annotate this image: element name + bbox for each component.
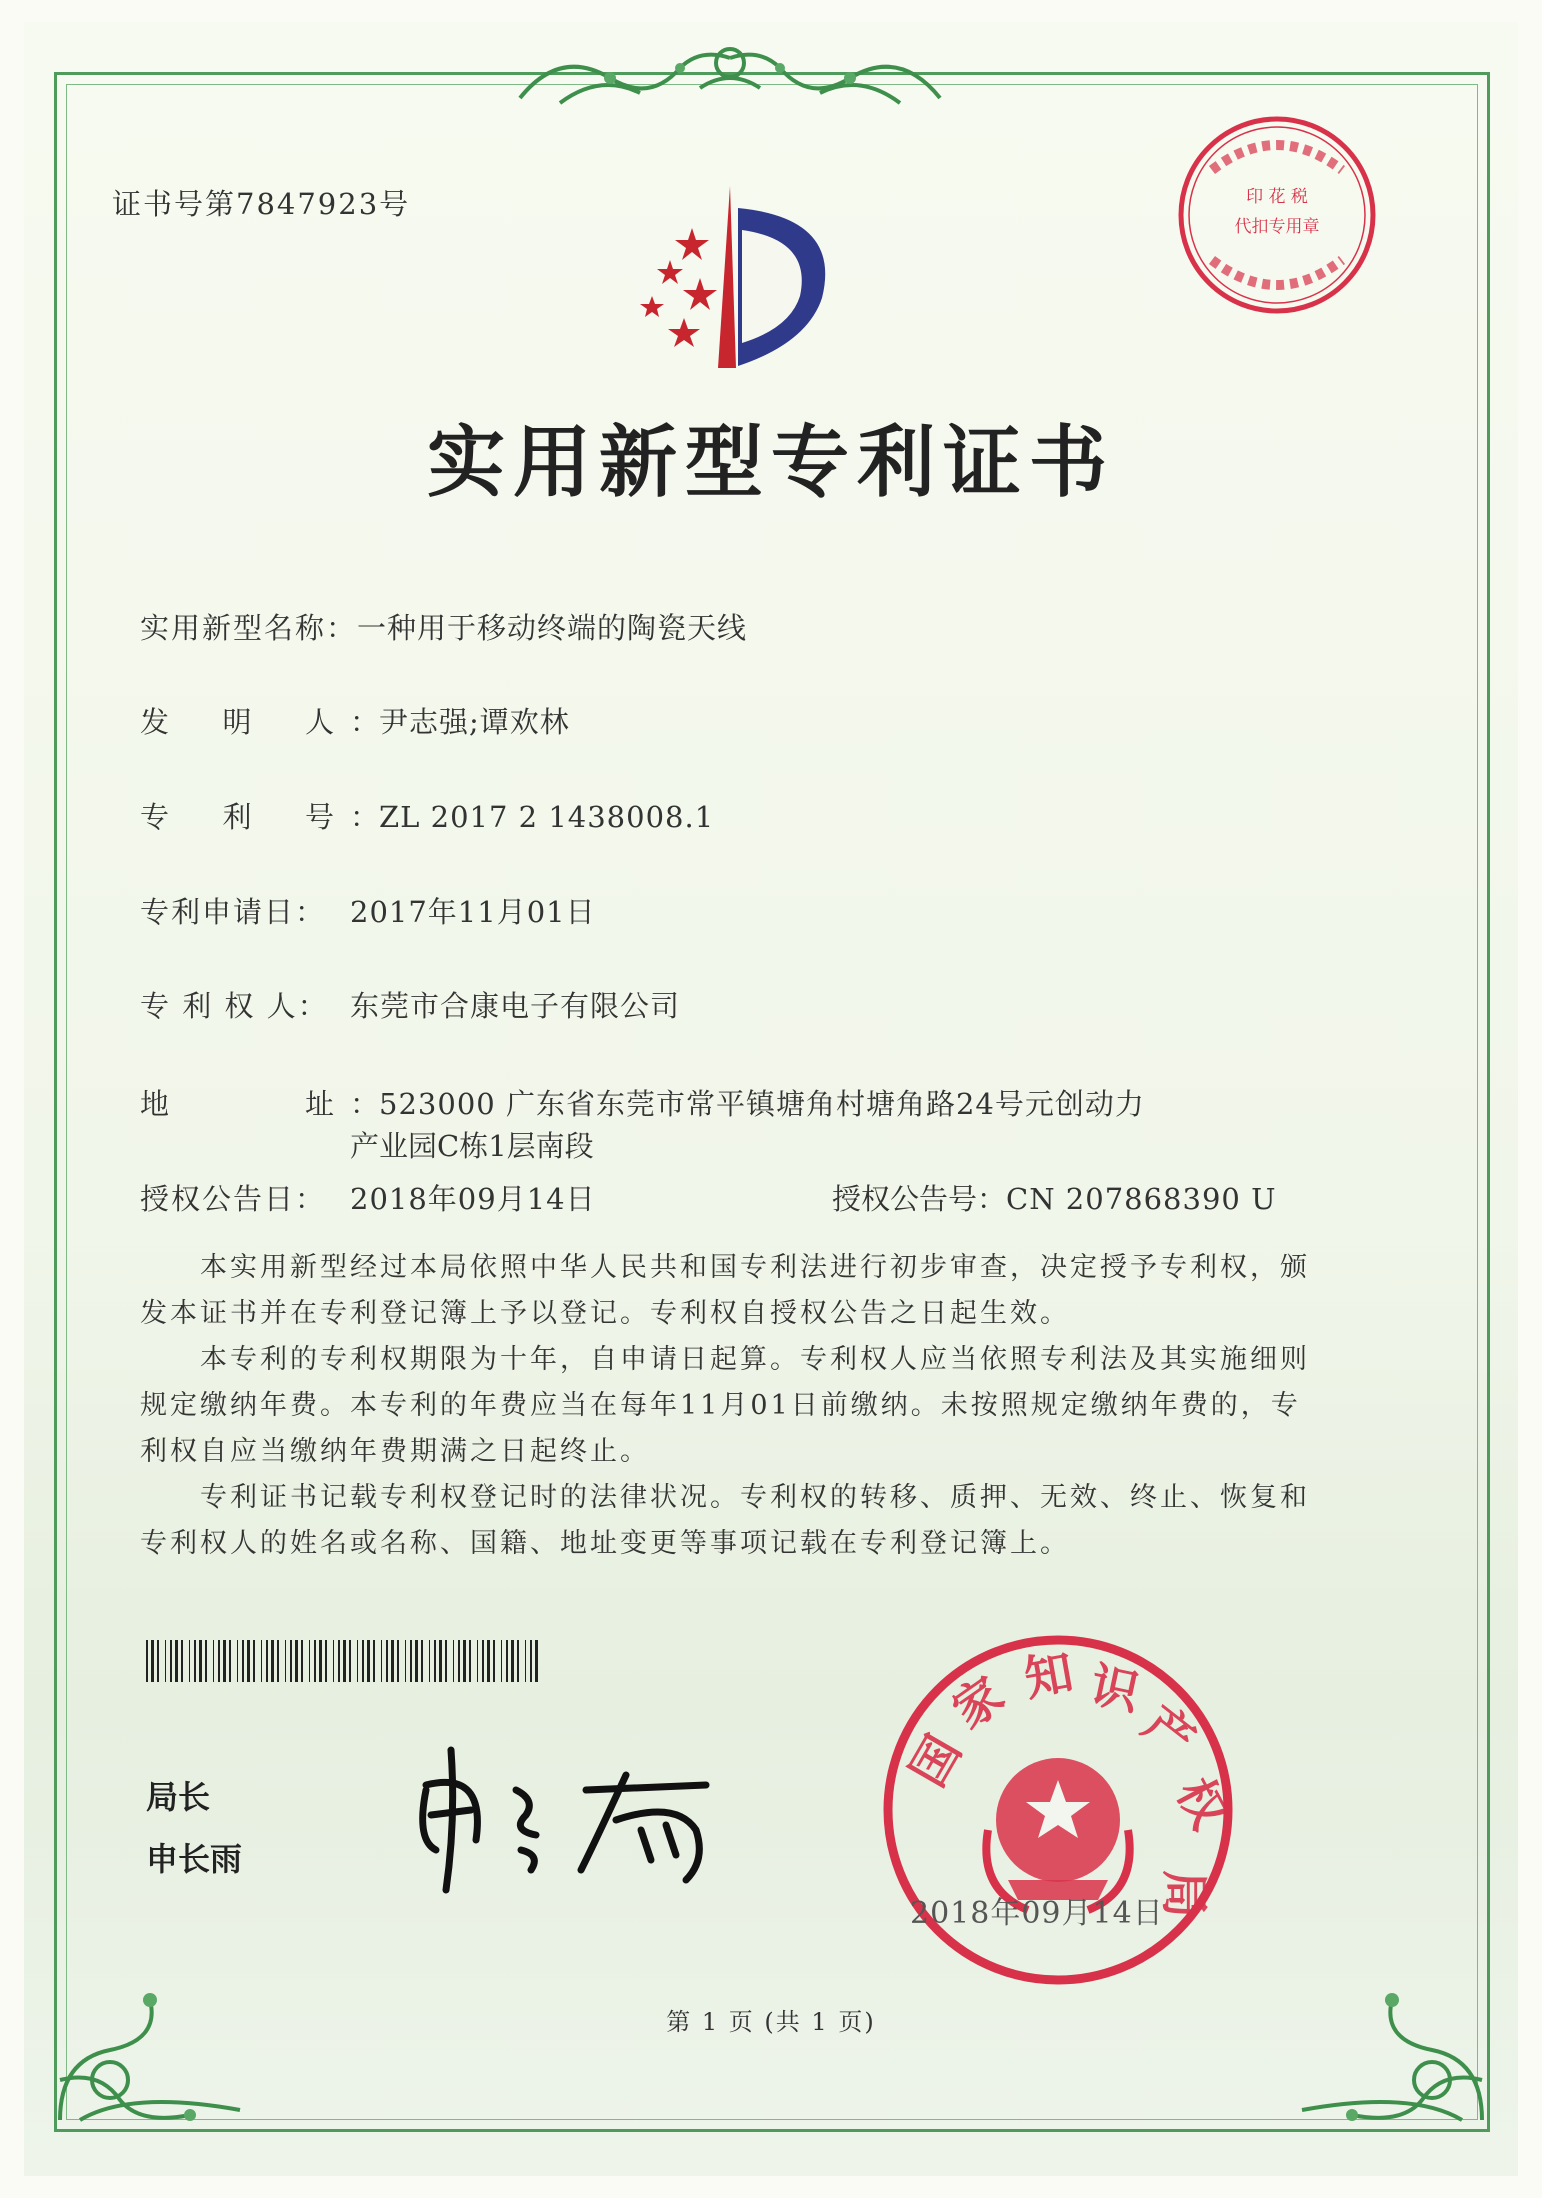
bottom-left-ornament-icon — [40, 1960, 260, 2130]
body-paragraph-1: 本实用新型经过本局依照中华人民共和国专利法进行初步审查，决定授予专利权，颁发本证书并在专利登记簿上予以登记。专利权自授权公告之日起生效。 — [140, 1252, 1310, 1329]
top-ornament-icon — [500, 28, 960, 118]
body-paragraph-3: 专利证书记载专利权登记时的法律状况。专利权的转移、质押、无效、终止、恢复和专利权人的姓名或名称、国籍、地址变更等事项记载在专利登记簿上。 — [140, 1482, 1310, 1559]
tax-stamp-seal-icon — [1172, 110, 1382, 320]
utility-model-name-label: 实用新型名称： — [140, 611, 358, 645]
page-number: 第 1 页 (共 1 页) — [666, 2008, 876, 2036]
inventor-label: 发 明 人 — [140, 705, 336, 739]
address-line2: 产业园C栋1层南段 — [350, 1129, 594, 1163]
grant-number-value: CN 207868390 U — [1006, 1182, 1277, 1216]
patent-number-label: 专 利 号 — [140, 800, 336, 834]
address-row: 地 址 ：523000 广东省东莞市常平镇塘角村塘角路24号元创动力 — [140, 1082, 1145, 1123]
address-line1: 523000 广东省东莞市常平镇塘角村塘角路24号元创动力 — [379, 1087, 1145, 1121]
filing-date-value: 2017年11月01日 — [350, 895, 596, 929]
address-label: 地 址 — [140, 1087, 336, 1121]
svg-text:识: 识 — [1085, 1656, 1145, 1722]
director-signature-icon — [396, 1730, 736, 1900]
cnipa-emblem-icon — [612, 178, 852, 368]
filing-date-row — [140, 890, 596, 931]
grant-date-value: 2018年09月14日 — [350, 1182, 596, 1216]
official-seal-icon — [878, 1630, 1238, 1990]
svg-text:权: 权 — [1165, 1769, 1238, 1839]
svg-text:印 花 税: 印 花 税 — [1246, 187, 1308, 207]
svg-text:产: 产 — [1132, 1695, 1205, 1770]
bottom-right-ornament-icon — [1282, 1960, 1502, 2130]
svg-text:国: 国 — [899, 1726, 973, 1796]
svg-text:代扣专用章: 代扣专用章 — [1234, 217, 1320, 237]
patentee-label: 专 利 权 人： — [140, 989, 329, 1023]
utility-model-name-row — [140, 606, 747, 647]
patent-number-value: ZL 2017 2 1438008.1 — [379, 800, 715, 834]
svg-text:知: 知 — [1020, 1644, 1078, 1708]
patentee-value: 东莞市合康电子有限公司 — [350, 989, 681, 1023]
grant-number-row — [832, 1177, 1277, 1218]
grant-date-row — [140, 1177, 596, 1218]
grant-date-label: 授权公告日： — [140, 1182, 327, 1216]
utility-model-name-value: 一种用于移动终端的陶瓷天线 — [357, 611, 748, 645]
certificate-number: 证书号第7847923号 — [112, 187, 411, 221]
patent-number-row: 专 利 号 ：ZL 2017 2 1438008.1 — [140, 795, 714, 836]
director-title: 局长 — [146, 1778, 211, 1816]
svg-text:局: 局 — [1156, 1870, 1212, 1919]
body-paragraph-2: 本专利的专利权期限为十年，自申请日起算。专利权人应当依照专利法及其实施细则规定缴纳年费。本专利的年费应当在每年11月01日前缴纳。未按照规定缴纳年费的，专利权自应当缴纳年费期满之日起终止。 — [140, 1344, 1310, 1467]
director-block — [146, 1766, 242, 1890]
patentee-row — [140, 984, 680, 1025]
svg-text:家: 家 — [942, 1666, 1015, 1740]
barcode-icon — [146, 1640, 538, 1682]
inventor-value: 尹志强;谭欢林 — [379, 705, 570, 739]
certificate-body — [140, 1245, 1320, 1567]
certificate-title: 实用新型专利证书 — [426, 418, 1115, 508]
director-name: 申长雨 — [146, 1840, 243, 1878]
grant-number-label: 授权公告号： — [832, 1182, 1007, 1216]
seal-date: 2018年09月14日 — [910, 1896, 1164, 1931]
filing-date-label: 专利申请日： — [140, 895, 327, 929]
inventor-row: 发 明 人 ：尹志强;谭欢林 — [140, 700, 570, 741]
